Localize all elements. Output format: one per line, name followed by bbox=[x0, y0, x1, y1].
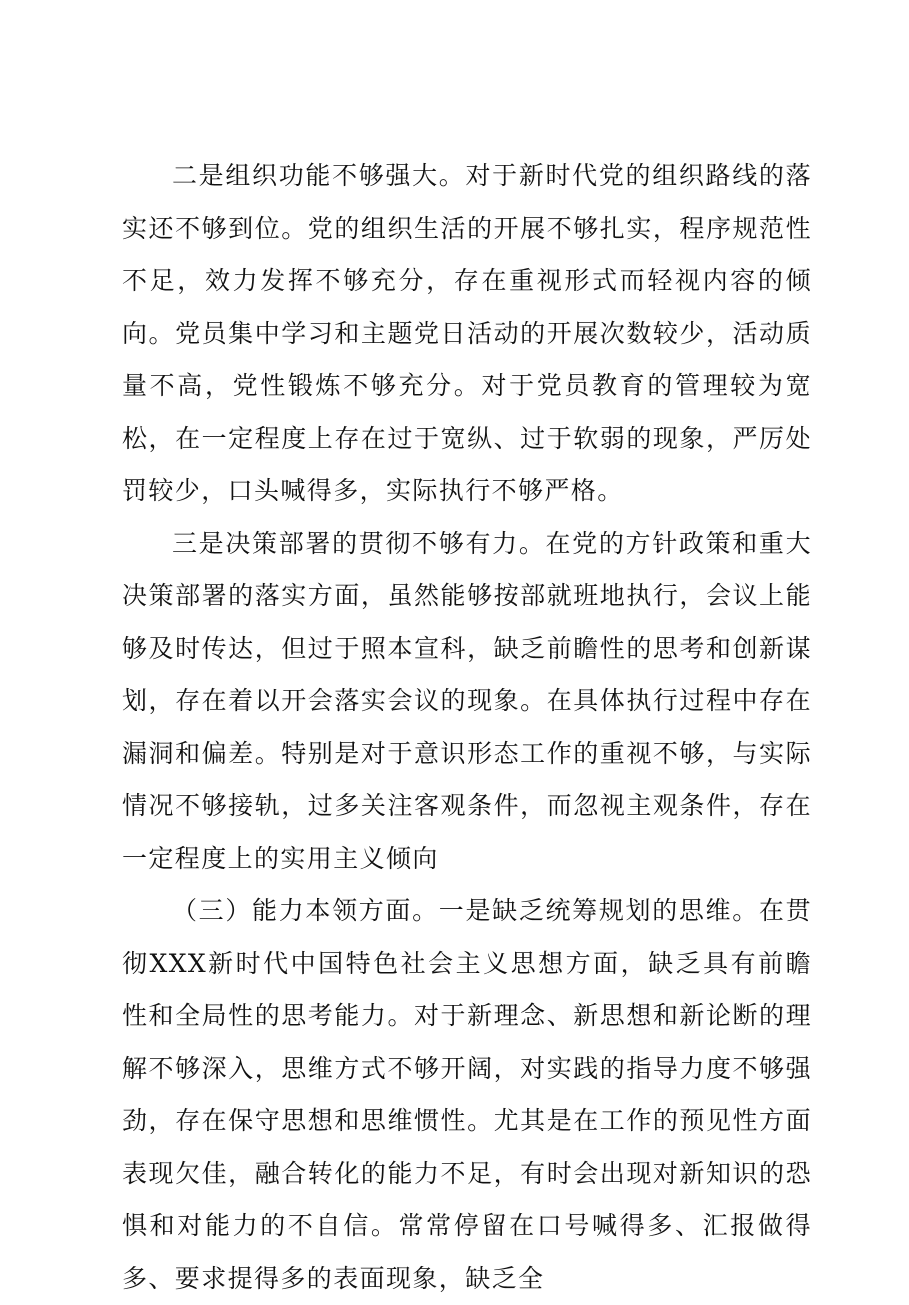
body-text bbox=[122, 150, 812, 1305]
paragraph-decision-implementation: 三是决策部署的贯彻不够有力。在党的方针政策和重大决策部署的落实方面，虽然能够按部就班地执行，会议上能够及时传达，但过于照本宣科，缺乏前瞻性的思考和创新谋划，存在着以开会落实会议的现象。在具体执行过程中存在漏洞和偏差。特别是对于意识形态工作的重视不够，与实际情况不够接轨，过多关注客观条件，而忽视主观条件，存在一定程度上的实用主义倾向 bbox=[122, 528, 812, 873]
paragraph-organization-function: 二是组织功能不够强大。对于新时代党的组织路线的落实还不够到位。党的组织生活的开展不够扎实，程序规范性不足，效力发挥不够充分，存在重视形式而轻视内容的倾向。党员集中学习和主题党日活动的开展次数较少，活动质量不高，党性锻炼不够充分。对于党员教育的管理较为宽松，在一定程度上存在过于宽纵、过于软弱的现象，严厉处罚较少，口头喊得多，实际执行不够严格。 bbox=[122, 161, 812, 505]
paragraph-ability-skills: （三）能力本领方面。一是缺乏统筹规划的思维。在贯彻XXX新时代中国特色社会主义思想方面，缺乏具有前瞻性和全局性的思考能力。对于新理念、新思想和新论断的理解不够深入，思维方式不够开阔，对实践的指导力度不够强劲，存在保守思想和思维惯性。尤其是在工作的预见性方面表现欠佳，融合转化的能力不足，有时会出现对新知识的恐惧和对能力的不自信。常常停留在口号喊得多、汇报做得多、要求提得多的表面现象，缺乏全 bbox=[122, 896, 812, 1293]
